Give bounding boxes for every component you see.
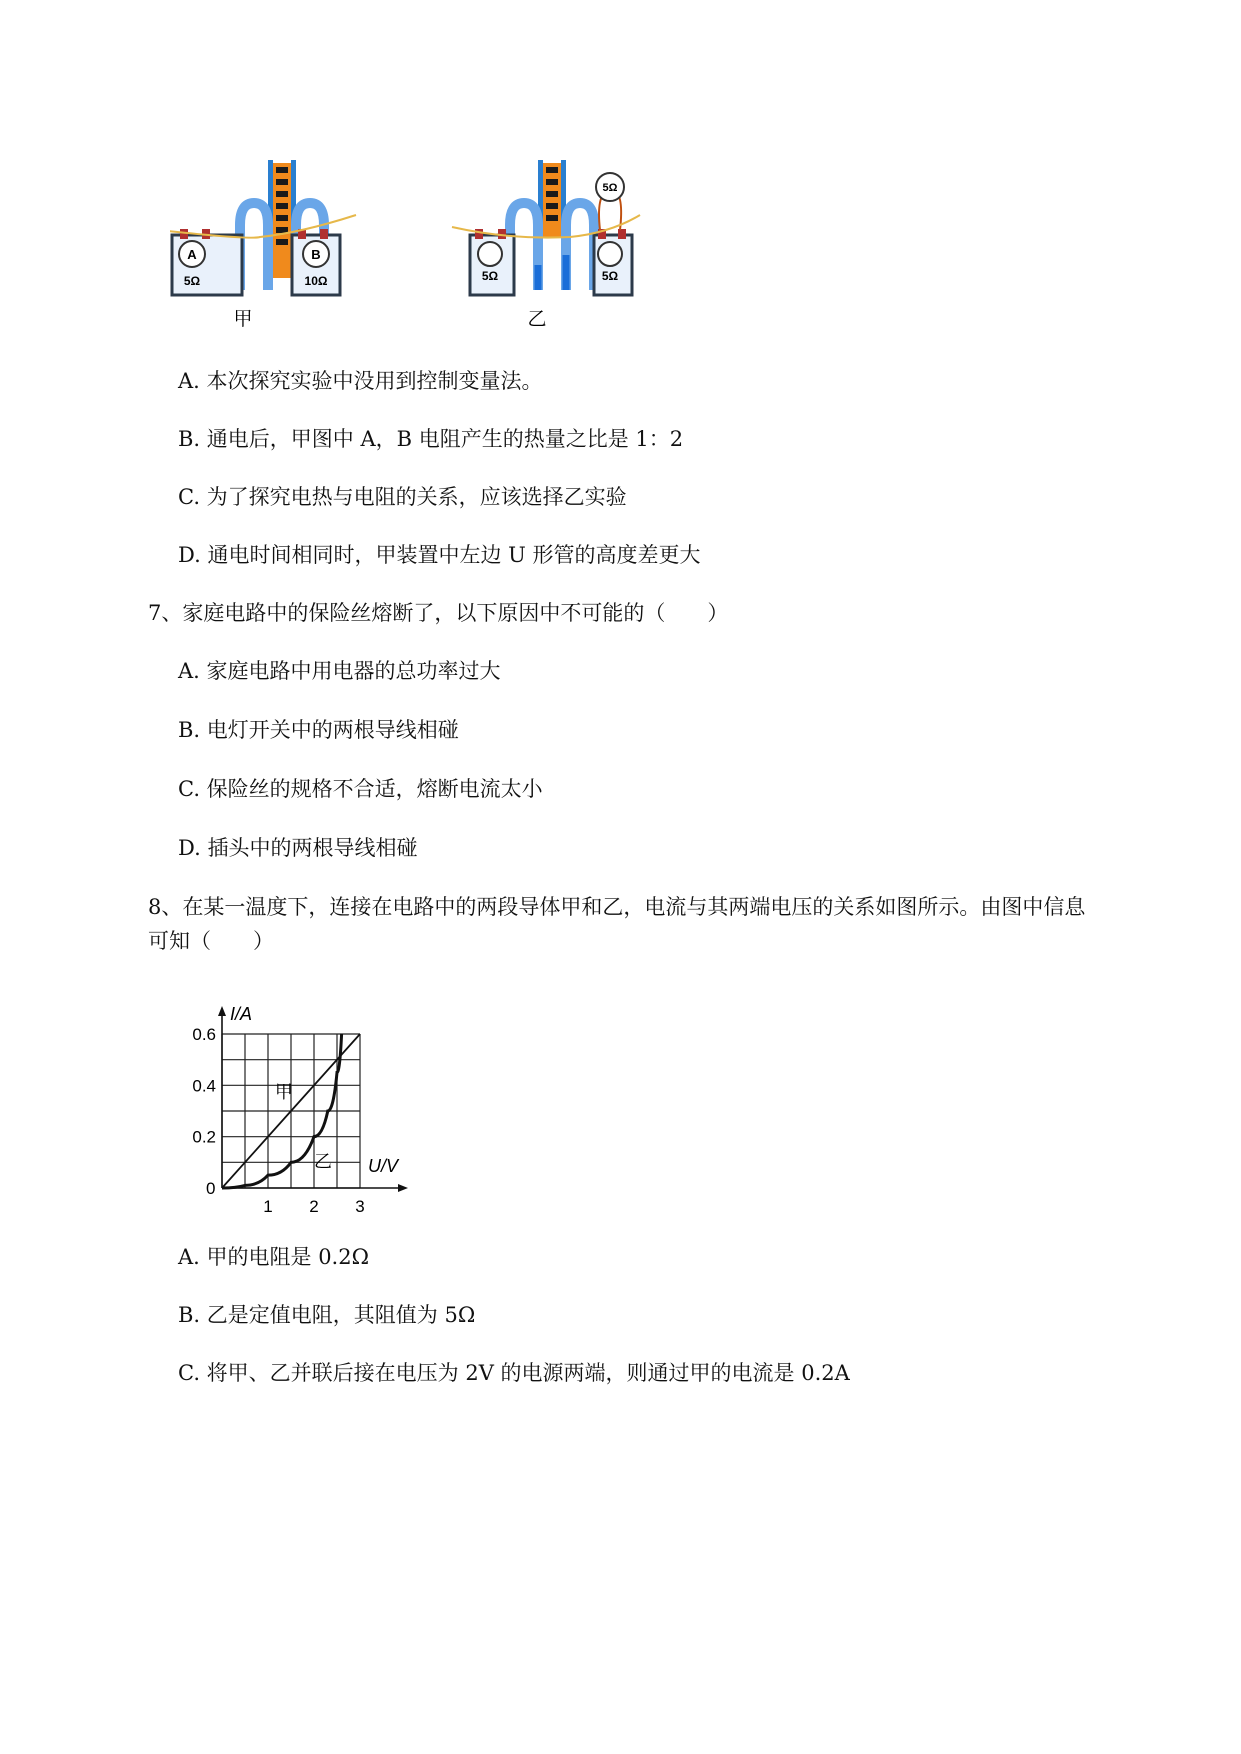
q7-stem: 7、家庭电路中的保险丝熔断了，以下原因中不可能的（ ） (148, 601, 729, 625)
y-tick-label: 0.6 (192, 1025, 216, 1044)
q8-option-c: C. 将甲、乙并联后接在电压为 2V 的电源两端，则通过甲的电流是 0.2A (178, 1361, 850, 1385)
joule-heat-apparatus-figure (170, 155, 730, 370)
y-axis-label: I/A (230, 1004, 253, 1024)
q7-option-b: B. 电灯开关中的两根导线相碰 (178, 718, 459, 742)
apparatus-jia (170, 160, 356, 370)
box-a-resistance: 5Ω (183, 274, 201, 288)
apparatus-yi (452, 160, 640, 330)
x-tick-label: 1 (263, 1197, 273, 1216)
x-axis-label: U/V (368, 1156, 399, 1176)
y-axis-arrow (218, 1006, 226, 1016)
q7-option-d: D. 插头中的两根导线相碰 (178, 836, 418, 860)
q8-option-b: B. 乙是定值电阻，其阻值为 5Ω (178, 1303, 476, 1327)
external-resistor-label: 5Ω (602, 182, 618, 194)
series-label-jia: 甲 (274, 1082, 293, 1103)
q8-stem-line1: 8、在某一温度下，连接在电路中的两段导体甲和乙，电流与其两端电压的关系如图所示。由图中信息 (148, 895, 1086, 919)
q6-option-c: C. 为了探究电热与电阻的关系，应该选择乙实验 (178, 485, 627, 509)
x-tick-label: 2 (309, 1197, 319, 1216)
x-tick-label: 3 (355, 1197, 365, 1216)
series-label-yi: 乙 (314, 1151, 332, 1172)
caption-jia: 甲 (233, 309, 253, 330)
box-b-label: B (311, 247, 321, 262)
q8-stem-line2: 可知（ ） (148, 929, 274, 953)
q7-option-c: C. 保险丝的规格不合适，熔断电流太小 (178, 777, 543, 801)
box-yi-right-resistance: 5Ω (601, 269, 619, 283)
origin-label: 0 (206, 1179, 216, 1198)
x-axis-arrow (398, 1184, 408, 1192)
box-yi-left-resistance: 5Ω (481, 269, 499, 283)
q6-option-d: D. 通电时间相同时，甲装置中左边 U 形管的高度差更大 (178, 543, 701, 567)
iu-chart (180, 1000, 470, 1240)
caption-yi: 乙 (527, 309, 547, 330)
q7-option-a: A. 家庭电路中用电器的总功率过大 (178, 659, 501, 683)
q6-option-a: A. 本次探究实验中没用到控制变量法。 (178, 369, 543, 393)
q8-option-a: A. 甲的电阻是 0.2Ω (178, 1245, 369, 1269)
box-a-label: A (187, 247, 197, 262)
y-tick-label: 0.2 (192, 1127, 216, 1147)
q6-option-b: B. 通电后，甲图中 A，B 电阻产生的热量之比是 1：2 (178, 427, 684, 451)
box-b-resistance: 10Ω (304, 274, 328, 288)
y-tick-label: 0.4 (192, 1076, 216, 1096)
